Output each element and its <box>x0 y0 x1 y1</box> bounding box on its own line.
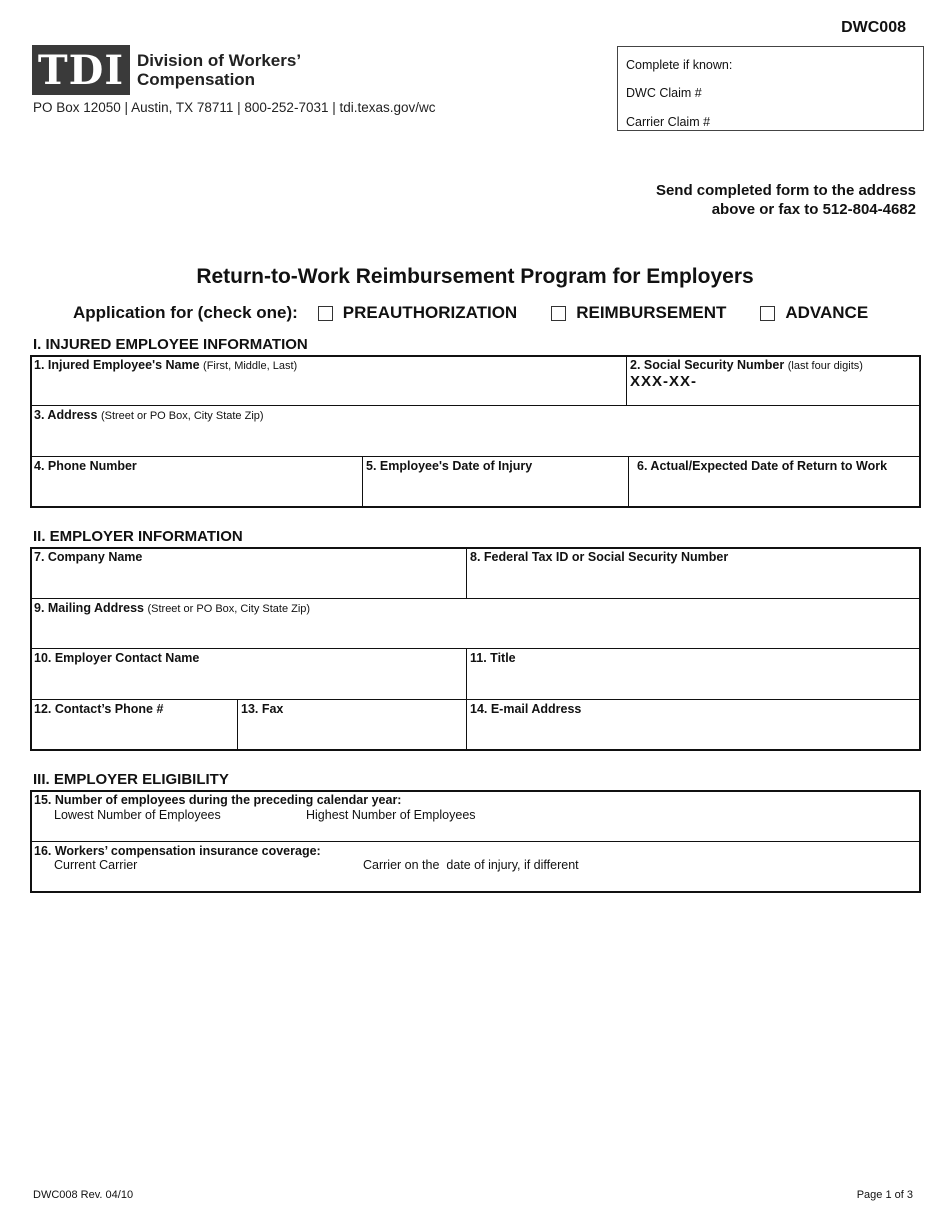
page-number: Page 1 of 3 <box>856 1189 913 1201</box>
field-label: 6. Actual/Expected Date of Return to Work <box>637 459 888 473</box>
mailing-address-field[interactable] <box>31 599 920 648</box>
field-label: 15. Number of employees during the preceding calendar year: <box>34 793 402 807</box>
dwc-claim-field[interactable]: DWC Claim # <box>626 86 702 100</box>
contact-phone-field[interactable] <box>31 700 237 750</box>
org-name: Division of Workers’ Compensation <box>137 51 301 89</box>
employer-contact-name-field[interactable] <box>31 649 466 699</box>
field-label: 14. E-mail Address <box>470 702 582 716</box>
field-label: 2. Social Security Number <box>630 358 785 372</box>
field-label: 4. Phone Number <box>34 459 137 473</box>
send-note <box>656 181 916 219</box>
claim-box-heading: Complete if known: <box>626 58 733 72</box>
form-id: DWC008 <box>841 19 906 36</box>
field-label: 7. Company Name <box>34 550 143 564</box>
tdi-logo: TDI <box>32 45 130 95</box>
field-label: 13. Fax <box>241 702 284 716</box>
claim-box <box>617 46 924 131</box>
field-label: 8. Federal Tax ID or Social Security Number <box>470 550 729 564</box>
send-note-line1: Send completed form to the address <box>655 182 916 199</box>
checkbox-advance[interactable] <box>760 306 775 321</box>
field-label: 16. Workers’ compensation insurance coverage: <box>34 844 321 858</box>
field-label: 5. Employee's Date of Injury <box>366 459 533 473</box>
field-label: 3. Address <box>34 408 98 422</box>
option-advance[interactable] <box>760 303 868 323</box>
carrier-claim-field[interactable]: Carrier Claim # <box>626 115 711 129</box>
return-to-work-date-field[interactable] <box>629 457 920 507</box>
employee-address-field[interactable] <box>31 406 920 456</box>
field-label: 11. Title <box>470 651 516 665</box>
section-3-heading: III. EMPLOYER ELIGIBILITY <box>33 771 229 788</box>
option-reimbursement[interactable] <box>551 303 726 323</box>
federal-tax-id-field[interactable] <box>467 548 920 598</box>
lowest-employees-field[interactable]: Lowest Number of Employees <box>54 808 221 822</box>
field-hint: (Street or PO Box, City State Zip) <box>147 603 311 615</box>
org-address: PO Box 12050 | Austin, TX 78711 | 800-252-7031 | tdi.texas.gov/wc <box>33 100 436 115</box>
send-note-line2: above or fax to 512-804-4682 <box>711 201 916 218</box>
field-hint: (First, Middle, Last) <box>203 360 298 372</box>
phone-number-field[interactable] <box>31 457 362 507</box>
revision-label: DWC008 Rev. 04/10 <box>33 1189 134 1201</box>
previous-carrier-field[interactable]: Carrier on the date of injury, if different <box>363 858 579 872</box>
ssn-prefix: XXX-XX- <box>630 373 698 390</box>
field-label: 1. Injured Employee's Name <box>34 358 200 372</box>
employee-name-field[interactable] <box>31 356 626 405</box>
current-carrier-field[interactable]: Current Carrier <box>54 858 138 872</box>
checkbox-preauthorization[interactable] <box>318 306 333 321</box>
highest-employees-field[interactable]: Highest Number of Employees <box>306 808 476 822</box>
application-label: Application for (check one): <box>73 303 298 322</box>
field-hint: (last four digits) <box>787 360 863 372</box>
fax-field[interactable] <box>238 700 466 750</box>
option-label: PREAUTHORIZATION <box>342 303 518 322</box>
ssn-field[interactable] <box>627 356 920 405</box>
field-hint: (Street or PO Box, City State Zip) <box>100 410 264 422</box>
option-preauthorization[interactable] <box>318 303 517 323</box>
insurance-coverage-field <box>31 842 920 892</box>
date-of-injury-field[interactable] <box>363 457 628 507</box>
section-1-heading: I. INJURED EMPLOYEE INFORMATION <box>33 336 308 353</box>
company-name-field[interactable] <box>31 548 466 598</box>
title-field[interactable] <box>467 649 920 699</box>
option-label: ADVANCE <box>785 303 869 322</box>
option-label: REIMBURSEMENT <box>576 303 727 322</box>
field-label: 10. Employer Contact Name <box>34 651 200 665</box>
page-title: Return-to-Work Reimbursement Program for Employers <box>196 265 754 288</box>
employee-count-field <box>31 791 920 841</box>
field-label: 12. Contact’s Phone # <box>34 702 164 716</box>
field-label: 9. Mailing Address <box>34 601 144 615</box>
application-type-row <box>73 303 868 323</box>
email-field[interactable] <box>467 700 920 750</box>
checkbox-reimbursement[interactable] <box>551 306 566 321</box>
section-2-heading: II. EMPLOYER INFORMATION <box>33 528 243 545</box>
